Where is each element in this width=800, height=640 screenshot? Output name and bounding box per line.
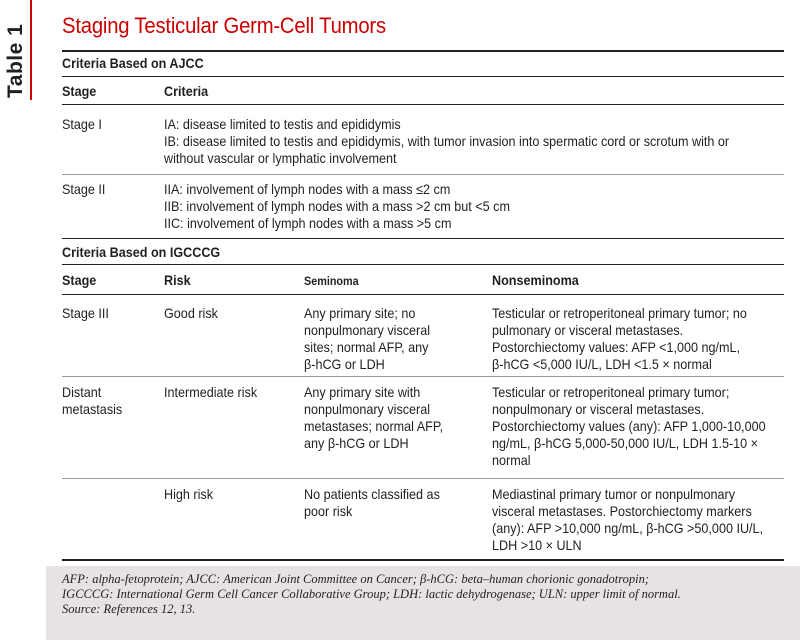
rule	[62, 238, 784, 239]
nonseminoma-line: (any): AFP >10,000 ng/mL, β-hCG >50,000 IU/L,	[492, 520, 764, 536]
footnote-line: AFP: alpha-fetoprotein; AJCC: American Joint Committee on Cancer; β-hCG: beta–human chorionic gonadotropin;	[62, 572, 650, 586]
ajcc-criteria-line: IB: disease limited to testis and epididymis, with tumor invasion into spermatic cord or scrotum with or	[164, 133, 730, 149]
header-seminoma: Seminoma	[304, 274, 359, 288]
nonseminoma-line: normal	[492, 452, 531, 468]
header-criteria: Criteria	[164, 83, 209, 99]
section-title-ajcc: Criteria Based on AJCC	[62, 55, 204, 71]
igcccg-row-stage: Stage III	[62, 305, 109, 321]
rule	[62, 294, 784, 295]
igcccg-row-stage: metastasis	[62, 401, 123, 417]
rule	[62, 174, 784, 175]
table-number-label: Table 1	[4, 23, 27, 98]
rule	[62, 264, 784, 265]
seminoma-line: metastases; normal AFP,	[304, 418, 444, 434]
ajcc-criteria-line: IIA: involvement of lymph nodes with a mass ≤2 cm	[164, 181, 451, 197]
nonseminoma-line: ng/mL, β-hCG 5,000-50,000 IU/L, LDH 1.5-10 ×	[492, 435, 759, 451]
table-panel	[46, 0, 800, 640]
table-title: Staging Testicular Germ-Cell Tumors	[62, 13, 386, 38]
header-nonseminoma: Nonseminoma	[492, 272, 579, 288]
seminoma-line: poor risk	[304, 503, 353, 519]
seminoma-line: Any primary site; no	[304, 305, 416, 321]
rule	[62, 478, 784, 479]
rule-bottom	[62, 559, 784, 561]
nonseminoma-line: LDH >10 × ULN	[492, 537, 582, 553]
seminoma-line: sites; normal AFP, any	[304, 339, 429, 355]
nonseminoma-line: nonpulmonary or visceral metastases.	[492, 401, 705, 417]
ajcc-criteria-line: IIC: involvement of lymph nodes with a mass >5 cm	[164, 215, 452, 231]
seminoma-line: nonpulmonary visceral	[304, 401, 431, 417]
section-title-igcccg: Criteria Based on IGCCCG	[62, 244, 221, 260]
header-stage: Stage	[62, 83, 97, 99]
igcccg-row-risk: Good risk	[164, 305, 218, 321]
footnote-line: Source: References 12, 13.	[62, 602, 196, 616]
nonseminoma-line: Testicular or retroperitoneal primary tumor;	[492, 384, 730, 400]
rule-top	[62, 50, 784, 52]
igcccg-row-risk: High risk	[164, 486, 214, 502]
seminoma-line: any β-hCG or LDH	[304, 435, 409, 451]
ajcc-criteria-line: IA: disease limited to testis and epididymis	[164, 116, 401, 132]
nonseminoma-line: pulmonary or visceral metastases.	[492, 322, 684, 338]
seminoma-line: β-hCG or LDH	[304, 356, 385, 372]
seminoma-line: nonpulmonary visceral	[304, 322, 431, 338]
rule	[62, 376, 784, 377]
nonseminoma-line: Postorchiectomy values: AFP <1,000 ng/mL,	[492, 339, 741, 355]
ajcc-criteria-line: without vascular or lymphatic involvement	[164, 150, 397, 166]
ajcc-criteria-line: IIB: involvement of lymph nodes with a mass >2 cm but <5 cm	[164, 198, 510, 214]
nonseminoma-line: Testicular or retroperitoneal primary tumor; no	[492, 305, 747, 321]
nonseminoma-line: visceral metastases. Postorchiectomy markers	[492, 503, 752, 519]
side-tab	[0, 0, 32, 100]
nonseminoma-line: β-hCG <5,000 IU/L, LDH <1.5 × normal	[492, 356, 712, 372]
footnote	[62, 572, 800, 617]
ajcc-row-stage: Stage I	[62, 116, 102, 132]
igcccg-row-stage: Distant	[62, 384, 102, 400]
footnote-line: IGCCCG: International Germ Cell Cancer Collaborative Group; LDH: lactic dehydrogenase; ULN: upper limit of normal.	[62, 587, 681, 601]
rule	[62, 76, 784, 77]
seminoma-line: No patients classified as	[304, 486, 440, 502]
nonseminoma-line: Postorchiectomy values (any): AFP 1,000-10,000	[492, 418, 766, 434]
header-risk: Risk	[164, 272, 191, 288]
nonseminoma-line: Mediastinal primary tumor or nonpulmonary	[492, 486, 735, 502]
ajcc-row-stage: Stage II	[62, 181, 106, 197]
igcccg-row-risk: Intermediate risk	[164, 384, 258, 400]
seminoma-line: Any primary site with	[304, 384, 421, 400]
rule	[62, 104, 784, 105]
header-stage: Stage	[62, 272, 97, 288]
